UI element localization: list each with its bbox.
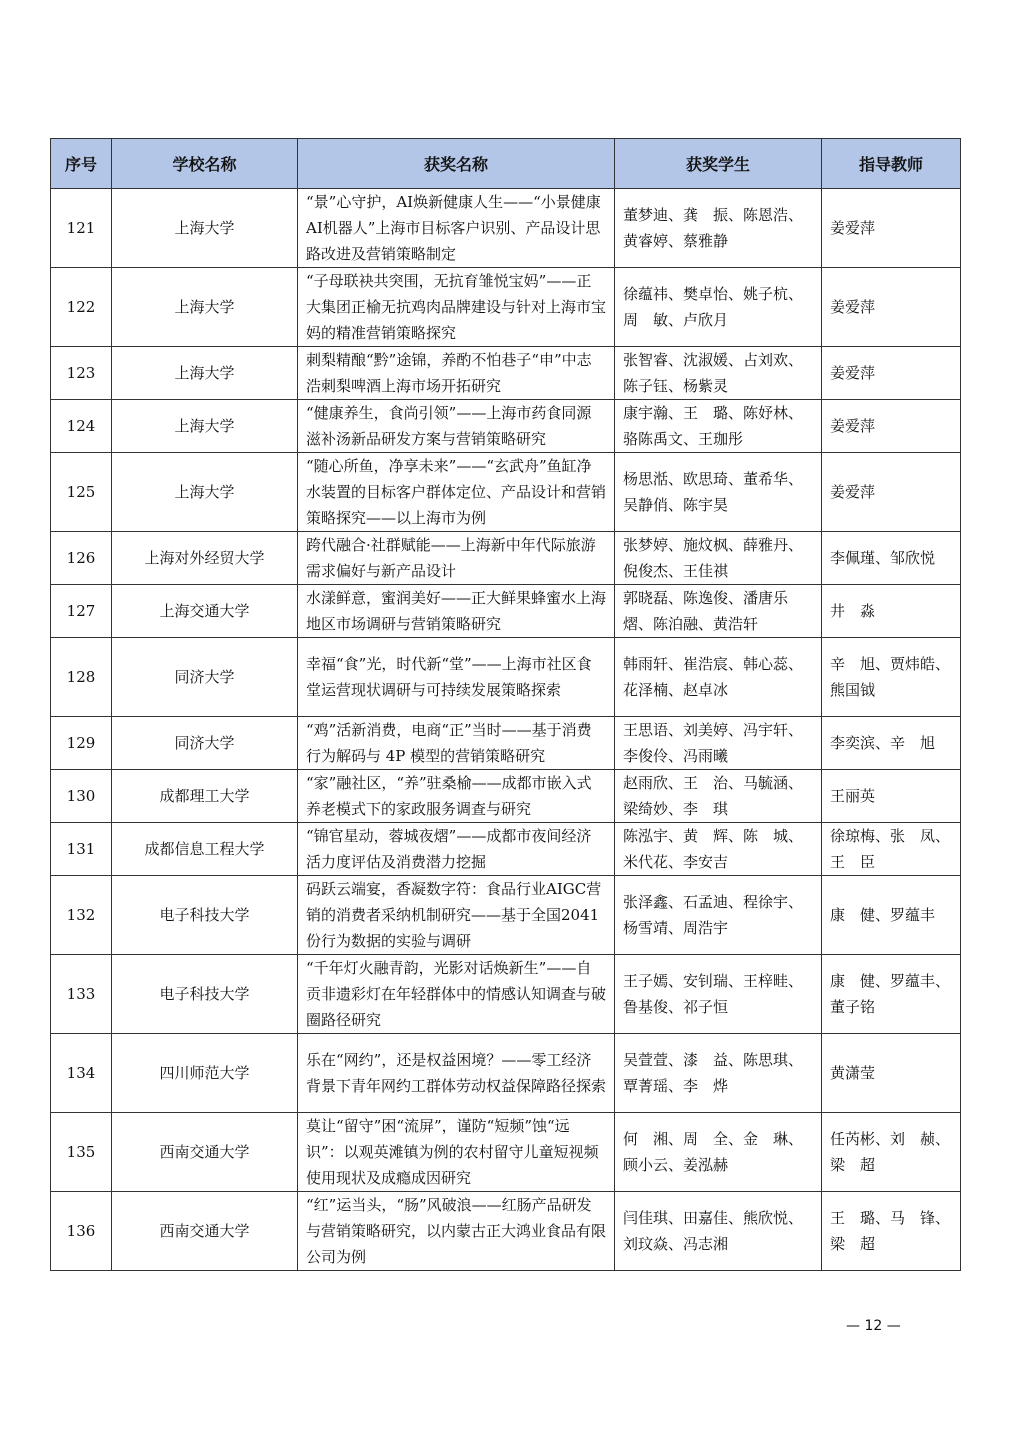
cell-teachers: 李奕滨、辛 旭: [822, 717, 961, 770]
cell-school-name: 上海大学: [112, 400, 298, 453]
cell-teachers: 姜爱萍: [822, 189, 961, 268]
cell-teachers: 辛 旭、贾炜皓、熊国钺: [822, 638, 961, 717]
cell-students: 吴萱萱、漆 益、陈思琪、覃菁瑶、李 烨: [615, 1034, 822, 1113]
cell-school-name: 西南交通大学: [112, 1192, 298, 1271]
cell-serial-number: 123: [51, 347, 112, 400]
cell-school-name: 四川师范大学: [112, 1034, 298, 1113]
cell-school-name: 电子科技大学: [112, 955, 298, 1034]
table-row: [51, 1034, 961, 1113]
header-award-title: 获奖名称: [298, 139, 615, 189]
table-row: [51, 400, 961, 453]
table-header-row: [51, 139, 961, 189]
cell-award-title: 跨代融合·社群赋能——上海新中年代际旅游需求偏好与新产品设计: [298, 532, 615, 585]
cell-teachers: 黄潇莹: [822, 1034, 961, 1113]
cell-serial-number: 135: [51, 1113, 112, 1192]
cell-award-title: “家”融社区，“养”驻桑榆——成都市嵌入式养老模式下的家政服务调查与研究: [298, 770, 615, 823]
cell-serial-number: 136: [51, 1192, 112, 1271]
cell-serial-number: 131: [51, 823, 112, 876]
cell-serial-number: 129: [51, 717, 112, 770]
table-row: [51, 189, 961, 268]
table-row: [51, 585, 961, 638]
cell-award-title: 莫让“留守”困“流屏”，谨防“短频”蚀“远识”：以观英滩镇为例的农村留守儿童短视频使用现状及成瘾成因研究: [298, 1113, 615, 1192]
cell-students: 韩雨轩、崔浩宸、韩心蕊、花泽楠、赵卓冰: [615, 638, 822, 717]
table-row: [51, 717, 961, 770]
cell-teachers: 王 璐、马 锋、梁 超: [822, 1192, 961, 1271]
cell-school-name: 上海交通大学: [112, 585, 298, 638]
cell-students: 王思语、刘美婷、冯宇轩、李俊伶、冯雨曦: [615, 717, 822, 770]
header-teachers: 指导教师: [822, 139, 961, 189]
cell-teachers: 康 健、罗蕴丰、董子铭: [822, 955, 961, 1034]
table-row: [51, 1192, 961, 1271]
cell-award-title: 幸福“食”光，时代新“堂”——上海市社区食堂运营现状调研与可持续发展策略探索: [298, 638, 615, 717]
cell-teachers: 康 健、罗蕴丰: [822, 876, 961, 955]
cell-students: 杨思湉、欧思琦、董希华、吴静俏、陈宇昊: [615, 453, 822, 532]
cell-award-title: 水漾鲜意，蜜润美好——正大鲜果蜂蜜水上海地区市场调研与营销策略研究: [298, 585, 615, 638]
cell-serial-number: 121: [51, 189, 112, 268]
cell-award-title: 乐在“网约”，还是权益困境？——零工经济背景下青年网约工群体劳动权益保障路径探索: [298, 1034, 615, 1113]
cell-students: 张梦婷、施炆枫、薛雅丹、倪俊杰、王佳祺: [615, 532, 822, 585]
cell-students: 张泽鑫、石孟迪、程徐宇、杨雪靖、周浩宇: [615, 876, 822, 955]
cell-serial-number: 127: [51, 585, 112, 638]
cell-award-title: 码跃云端宴，香凝数字符：食品行业AIGC营销的消费者采纳机制研究——基于全国2041份行为数据的实验与调研: [298, 876, 615, 955]
cell-school-name: 电子科技大学: [112, 876, 298, 955]
cell-teachers: 井 淼: [822, 585, 961, 638]
cell-students: 赵雨欣、王 治、马毓涵、梁绮妙、李 琪: [615, 770, 822, 823]
cell-school-name: 上海大学: [112, 347, 298, 400]
cell-school-name: 成都信息工程大学: [112, 823, 298, 876]
cell-serial-number: 122: [51, 268, 112, 347]
award-table: [50, 138, 961, 1271]
cell-school-name: 同济大学: [112, 717, 298, 770]
page-number: — 12 —: [846, 1318, 901, 1334]
cell-students: 王子嫣、安钊瑞、王梓畦、鲁基俊、祁子恒: [615, 955, 822, 1034]
cell-students: 张智睿、沈淑媛、占刘欢、陈子钰、杨紫灵: [615, 347, 822, 400]
cell-students: 何 湘、周 全、金 琳、顾小云、姜泓赫: [615, 1113, 822, 1192]
cell-school-name: 西南交通大学: [112, 1113, 298, 1192]
table-row: [51, 1113, 961, 1192]
cell-award-title: “子母联袂共突围，无抗育雏悦宝妈”——正大集团正榆无抗鸡肉品牌建设与针对上海市宝妈的精准营销策略探究: [298, 268, 615, 347]
cell-teachers: 姜爱萍: [822, 400, 961, 453]
table-row: [51, 453, 961, 532]
cell-award-title: “红”运当头，“肠”风破浪——红肠产品研发与营销策略研究，以内蒙古正大鸿业食品有限公司为例: [298, 1192, 615, 1271]
cell-award-title: “景”心守护，AI焕新健康人生——“小景健康AI机器人”上海市目标客户识别、产品设计思路改进及营销策略制定: [298, 189, 615, 268]
cell-school-name: 上海大学: [112, 268, 298, 347]
cell-award-title: “健康养生，食尚引领”——上海市药食同源滋补汤新品研发方案与营销策略研究: [298, 400, 615, 453]
cell-award-title: “随心所鱼，净享未来”——“玄武舟”鱼缸净水装置的目标客户群体定位、产品设计和营销策略探究——以上海市为例: [298, 453, 615, 532]
cell-award-title: “鸡”活新消费，电商“正”当时——基于消费行为解码与 4P 模型的营销策略研究: [298, 717, 615, 770]
cell-teachers: 姜爱萍: [822, 453, 961, 532]
cell-teachers: 任芮彬、刘 赪、梁 超: [822, 1113, 961, 1192]
cell-school-name: 成都理工大学: [112, 770, 298, 823]
cell-serial-number: 126: [51, 532, 112, 585]
cell-students: 康宇瀚、王 璐、陈妤林、骆陈禹文、王珈彤: [615, 400, 822, 453]
cell-serial-number: 132: [51, 876, 112, 955]
table-row: [51, 955, 961, 1034]
cell-teachers: 王丽英: [822, 770, 961, 823]
cell-teachers: 姜爱萍: [822, 347, 961, 400]
cell-serial-number: 130: [51, 770, 112, 823]
cell-award-title: 刺梨精酿“黔”途锦，养酌不怕巷子“申”中志浩刺梨啤酒上海市场开拓研究: [298, 347, 615, 400]
cell-students: 郭晓磊、陈逸俊、潘唐乐熠、陈泊融、黄浩轩: [615, 585, 822, 638]
table-row: [51, 347, 961, 400]
table-row: [51, 532, 961, 585]
cell-serial-number: 125: [51, 453, 112, 532]
cell-award-title: “锦官星动，蓉城夜熠”——成都市夜间经济活力度评估及消费潜力挖掘: [298, 823, 615, 876]
cell-teachers: 李佩瑾、邹欣悦: [822, 532, 961, 585]
table-row: [51, 638, 961, 717]
cell-students: 徐蕴祎、樊卓怡、姚子杭、周 敏、卢欣月: [615, 268, 822, 347]
cell-students: 董梦迪、龚 振、陈恩浩、黄睿婷、蔡雅静: [615, 189, 822, 268]
header-students: 获奖学生: [615, 139, 822, 189]
header-serial-number: 序号: [51, 139, 112, 189]
cell-school-name: 上海对外经贸大学: [112, 532, 298, 585]
cell-students: 陈泓宇、黄 辉、陈 城、米代花、李安吉: [615, 823, 822, 876]
cell-serial-number: 124: [51, 400, 112, 453]
table-row: [51, 876, 961, 955]
table-row: [51, 268, 961, 347]
cell-school-name: 上海大学: [112, 189, 298, 268]
cell-students: 闫佳琪、田嘉佳、熊欣悦、刘玟焱、冯志湘: [615, 1192, 822, 1271]
table-row: [51, 770, 961, 823]
cell-teachers: 徐琼梅、张 凤、王 臣: [822, 823, 961, 876]
cell-school-name: 上海大学: [112, 453, 298, 532]
cell-serial-number: 134: [51, 1034, 112, 1113]
table-row: [51, 823, 961, 876]
cell-school-name: 同济大学: [112, 638, 298, 717]
cell-serial-number: 128: [51, 638, 112, 717]
header-school-name: 学校名称: [112, 139, 298, 189]
cell-award-title: “千年灯火融青韵，光影对话焕新生”——自贡非遗彩灯在年轻群体中的情感认知调查与破圈路径研究: [298, 955, 615, 1034]
cell-teachers: 姜爱萍: [822, 268, 961, 347]
cell-serial-number: 133: [51, 955, 112, 1034]
